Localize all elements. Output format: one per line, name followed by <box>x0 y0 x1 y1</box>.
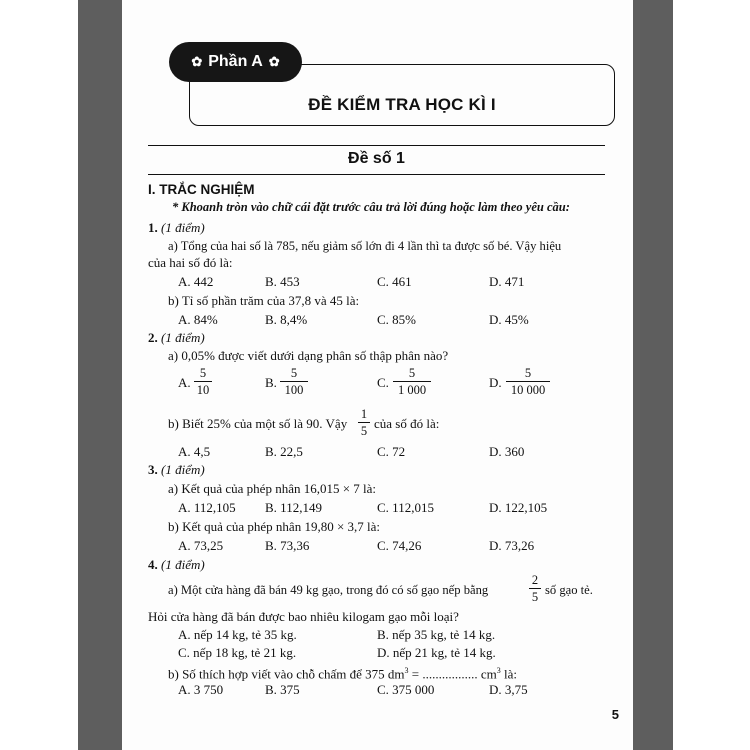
answer-option[interactable]: A. 4,5 <box>178 444 211 459</box>
fraction[interactable] <box>393 366 431 397</box>
answer-option-letter[interactable]: B. <box>265 375 277 390</box>
fraction-numerator: 1 <box>360 407 368 421</box>
fraction-bar <box>194 381 212 382</box>
question-points: (1 điểm) <box>161 330 205 345</box>
question-text: b) Biết 25% của một số là 90. Vậy <box>168 416 348 431</box>
answer-option[interactable]: A. nếp 14 kg, tẻ 35 kg. <box>178 627 297 642</box>
fraction-bar <box>358 422 370 423</box>
answer-option[interactable]: C. 461 <box>377 274 412 289</box>
question-2-header <box>148 330 205 345</box>
answer-option[interactable]: D. 122,105 <box>489 500 548 515</box>
part-label-pill <box>169 42 302 82</box>
question-points: (1 điểm) <box>161 557 205 572</box>
fraction-denominator: 5 <box>531 590 539 604</box>
question-text-part: là: <box>500 666 517 682</box>
fraction[interactable] <box>280 366 308 397</box>
question-number: 4. <box>148 557 158 572</box>
answer-option[interactable]: A. 84% <box>178 312 218 327</box>
fraction-denominator: 10 000 <box>510 383 546 397</box>
answer-option[interactable]: B. 453 <box>265 274 300 289</box>
answer-option[interactable]: D. 45% <box>489 312 529 327</box>
fraction-bar <box>506 381 550 382</box>
question-text: a) Tổng của hai số là 785, nếu giảm số lớn đi 4 lần thì ta được số bé. Vậy hiệu <box>168 239 562 253</box>
answer-option[interactable]: A. 442 <box>178 274 214 289</box>
question-points: (1 điểm) <box>161 220 205 235</box>
question-text: số gạo tẻ. <box>545 583 593 597</box>
superscript: 3 <box>404 666 409 675</box>
question-text: a) Kết quả của phép nhân 16,015 × 7 là: <box>168 481 377 496</box>
scan-border-right <box>633 0 673 750</box>
question-text: a) Một cửa hàng đã bán 49 kg gạo, trong đó có số gạo nếp bằng <box>168 583 489 597</box>
divider-top <box>148 145 605 146</box>
fraction[interactable] <box>194 366 212 397</box>
fraction-bar <box>280 381 308 382</box>
fraction-bar <box>393 381 431 382</box>
answer-option[interactable]: D. 73,26 <box>489 538 535 553</box>
fraction <box>358 407 370 438</box>
fraction-denominator: 5 <box>360 424 368 438</box>
fraction-numerator: 5 <box>408 366 416 380</box>
question-text <box>168 663 517 681</box>
answer-option[interactable]: D. 471 <box>489 274 525 289</box>
question-text: b) Tỉ số phần trăm của 37,8 và 45 là: <box>168 293 360 308</box>
flower-icon: ✿ <box>268 54 280 69</box>
fraction-numerator: 2 <box>531 573 539 587</box>
question-text-part: b) Số thích hợp viết vào chỗ chấm để 375 dm <box>168 666 405 682</box>
fraction <box>529 573 541 604</box>
answer-option[interactable]: A. 3 750 <box>178 682 224 697</box>
scan-border-left <box>78 0 122 750</box>
fraction-denominator: 100 <box>284 383 304 397</box>
question-4-header <box>148 557 205 572</box>
question-points: (1 điểm) <box>161 462 205 477</box>
instruction: * Khoanh tròn vào chữ cái đặt trước câu trả lời đúng hoặc làm theo yêu cầu: <box>172 200 570 214</box>
answer-option[interactable]: B. 8,4% <box>265 312 308 327</box>
fraction-bar <box>529 588 541 589</box>
answer-option[interactable]: D. nếp 21 kg, tẻ 14 kg. <box>377 645 496 660</box>
answer-option[interactable]: B. 112,149 <box>265 500 322 515</box>
answer-option[interactable]: C. nếp 18 kg, tẻ 21 kg. <box>178 645 297 660</box>
answer-option[interactable]: B. 375 <box>265 682 300 697</box>
answer-option[interactable]: C. 72 <box>377 444 406 459</box>
fraction-denominator: 1 000 <box>397 383 427 397</box>
question-3-header <box>148 462 205 477</box>
question-1-header <box>148 220 205 235</box>
question-number: 1. <box>148 220 158 235</box>
fraction-denominator: 10 <box>196 383 210 397</box>
answer-option[interactable]: C. 85% <box>377 312 416 327</box>
page <box>122 0 633 750</box>
part-label: Phần A <box>208 53 263 70</box>
answer-option[interactable]: B. 73,36 <box>265 538 310 553</box>
question-number: 3. <box>148 462 158 477</box>
page-number: 5 <box>611 707 619 722</box>
fraction[interactable] <box>506 366 550 397</box>
answer-option[interactable]: C. 112,015 <box>377 500 434 515</box>
divider-bottom <box>148 174 605 175</box>
question-text: a) 0,05% được viết dưới dạng phân số thập phân nào? <box>168 348 449 363</box>
exam-series-title: ĐỀ KIỂM TRA HỌC KÌ I <box>308 95 496 114</box>
question-text: Hỏi cửa hàng đã bán được bao nhiêu kilogam gạo mỗi loại? <box>148 609 459 624</box>
answer-option[interactable]: C. 74,26 <box>377 538 422 553</box>
answer-option-letter[interactable]: D. <box>489 375 502 390</box>
section-heading: I. TRẮC NGHIỆM <box>148 182 255 197</box>
fraction-numerator: 5 <box>524 366 532 380</box>
exam-title: Đề số 1 <box>348 150 405 167</box>
question-number: 2. <box>148 330 158 345</box>
answer-option[interactable]: A. 73,25 <box>178 538 224 553</box>
flower-icon: ✿ <box>191 54 203 69</box>
answer-option[interactable]: B. 22,5 <box>265 444 303 459</box>
question-text-part: = ................. cm <box>408 666 497 682</box>
fraction-numerator: 5 <box>199 366 207 380</box>
answer-option-letter[interactable]: C. <box>377 375 389 390</box>
question-text: của số đó là: <box>374 416 440 431</box>
question-text: b) Kết quả của phép nhân 19,80 × 3,7 là: <box>168 519 381 534</box>
answer-option[interactable]: D. 360 <box>489 444 525 459</box>
answer-option[interactable]: C. 375 000 <box>377 682 435 697</box>
answer-option[interactable]: D. 3,75 <box>489 682 528 697</box>
superscript: 3 <box>496 666 501 675</box>
answer-option[interactable]: A. 112,105 <box>178 500 236 515</box>
answer-option-letter[interactable]: A. <box>178 375 191 390</box>
question-text: của hai số đó là: <box>148 255 233 270</box>
fraction-numerator: 5 <box>290 366 298 380</box>
answer-option[interactable]: B. nếp 35 kg, tẻ 14 kg. <box>377 627 496 642</box>
